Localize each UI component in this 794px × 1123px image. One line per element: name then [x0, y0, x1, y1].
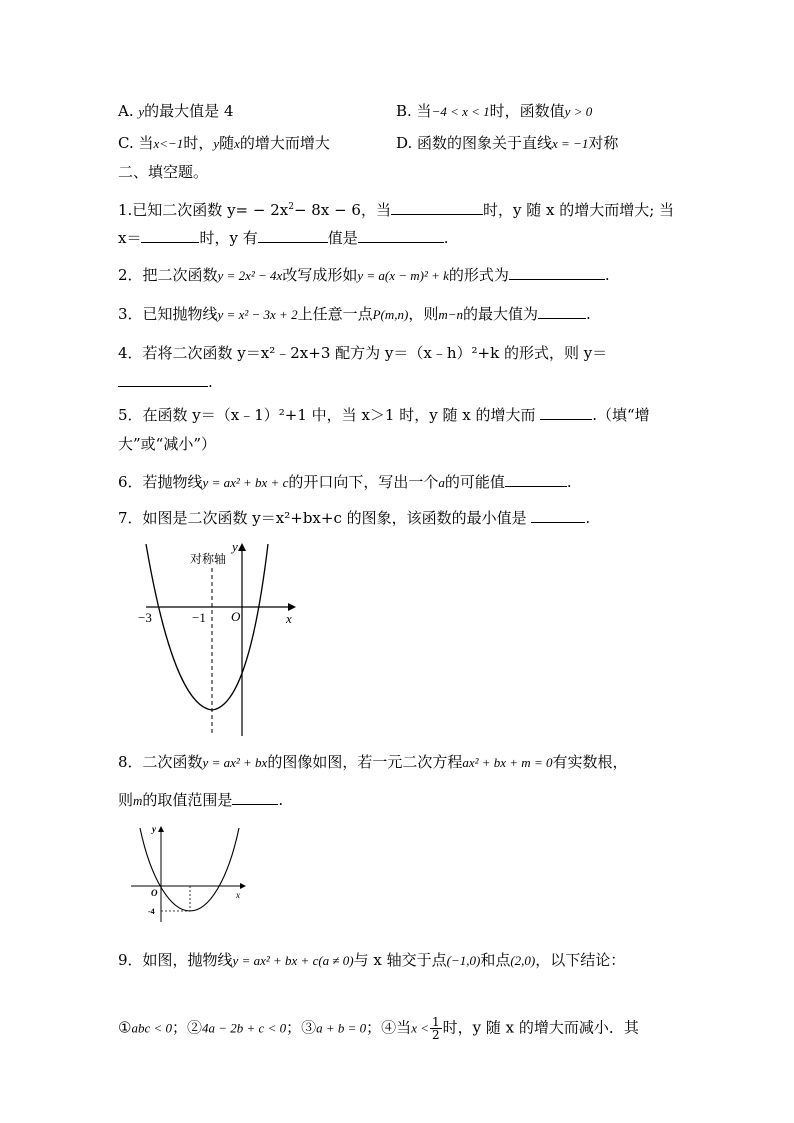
- origin-label: O: [151, 888, 158, 898]
- answer-blank[interactable]: [118, 372, 208, 387]
- answer-blank[interactable]: [531, 508, 585, 523]
- x-axis-arrow: [288, 603, 296, 611]
- answer-blank[interactable]: [391, 200, 483, 215]
- question-9-line-1: 9．如图，抛物线y = ax² + bx + c(a ≠ 0)与 x 轴交于点(−1,0)和点(2,0)，以下结论：: [118, 951, 626, 969]
- answer-blank[interactable]: [540, 405, 592, 420]
- parabola-curve: [140, 828, 239, 911]
- origin-label: O: [231, 609, 241, 624]
- tick-label-neg3: −3: [138, 610, 152, 625]
- x-axis-label: x: [236, 890, 240, 900]
- parabola-graph-1: [134, 538, 324, 738]
- answer-blank[interactable]: [538, 304, 586, 319]
- question-8-line-2: 则m的取值范围是 .: [118, 791, 284, 809]
- question-1-line-1: 1.已知二次函数 $y= - 2x^2- 8x - 6$，当 时，y 随 x 的增大而增大; 当: [118, 201, 675, 219]
- answer-blank[interactable]: [258, 228, 328, 243]
- fraction: $\frac{1}{2}$: [431, 1015, 440, 1042]
- y-axis-arrow: [158, 826, 164, 832]
- tick-label-neg4: -4: [148, 907, 155, 916]
- question-4-answer: .: [118, 372, 213, 392]
- y-axis-label: y: [232, 539, 238, 554]
- question-7: 7．如图是二次函数 y＝x²+bx+c 的图象，该函数的最小值是 .: [118, 509, 591, 527]
- question-3: 3．已知抛物线y = x² − 3x + 2上任意一点P(m,n)，则m−n的最大值为 .: [118, 305, 591, 323]
- question-9-line-2: ①abc < 0；②4a − 2b + c < 0；③a + b = 0；④当x < $\frac{1}{2}$ 时，y 随 x 的增大而减小．其: [118, 1015, 639, 1042]
- x-axis-arrow: [240, 883, 246, 889]
- symmetry-axis-label: 对称轴: [190, 552, 227, 566]
- option-b: B. 当−4 < x < 1时，函数值y > 0: [396, 102, 593, 120]
- option-a: A. y的最大值是 4: [118, 102, 234, 120]
- tick-label-neg1: −1: [192, 610, 206, 625]
- parabola-curve: [146, 544, 268, 710]
- answer-blank[interactable]: [505, 472, 567, 487]
- y-axis-label: y: [152, 824, 156, 834]
- section-title: 二、填空题。: [118, 163, 209, 181]
- answer-blank[interactable]: [141, 228, 199, 243]
- option-c: C. 当x<−1时，y随x的增大而增大: [118, 134, 330, 152]
- x-axis-label: x: [286, 611, 292, 626]
- question-2: 2．把二次函数y = 2x² − 4x改写成形如y = a(x − m)² + k的形式为 .: [118, 266, 610, 284]
- question-5-line-1: 5．在函数 y＝（x﹣1）²+1 中，当 x＞1 时，y 随 x 的增大而 .（填“增: [118, 406, 650, 424]
- question-1-line-2: x＝ 时，y 有 值是 .: [118, 229, 449, 247]
- parabola-graph-2: [126, 820, 256, 930]
- answer-blank[interactable]: [358, 228, 444, 243]
- question-5-line-2: 大”或“减小”）: [118, 435, 217, 453]
- question-6: 6．若抛物线y = ax² + bx + c的开口向下，写出一个a的可能值 .: [118, 473, 572, 491]
- option-d: D. 函数的图象关于直线x = −1对称: [396, 134, 619, 152]
- answer-blank[interactable]: [232, 790, 278, 805]
- question-4: 4．若将二次函数 y＝x²﹣2x+3 配方为 y＝（x﹣h）²+k 的形式，则 y＝: [118, 344, 608, 362]
- question-8-line-1: 8．二次函数y = ax² + bx的图像如图，若一元二次方程ax² + bx + m = 0有实数根，: [118, 753, 628, 771]
- y-axis-arrow: [238, 543, 246, 551]
- answer-blank[interactable]: [509, 265, 605, 280]
